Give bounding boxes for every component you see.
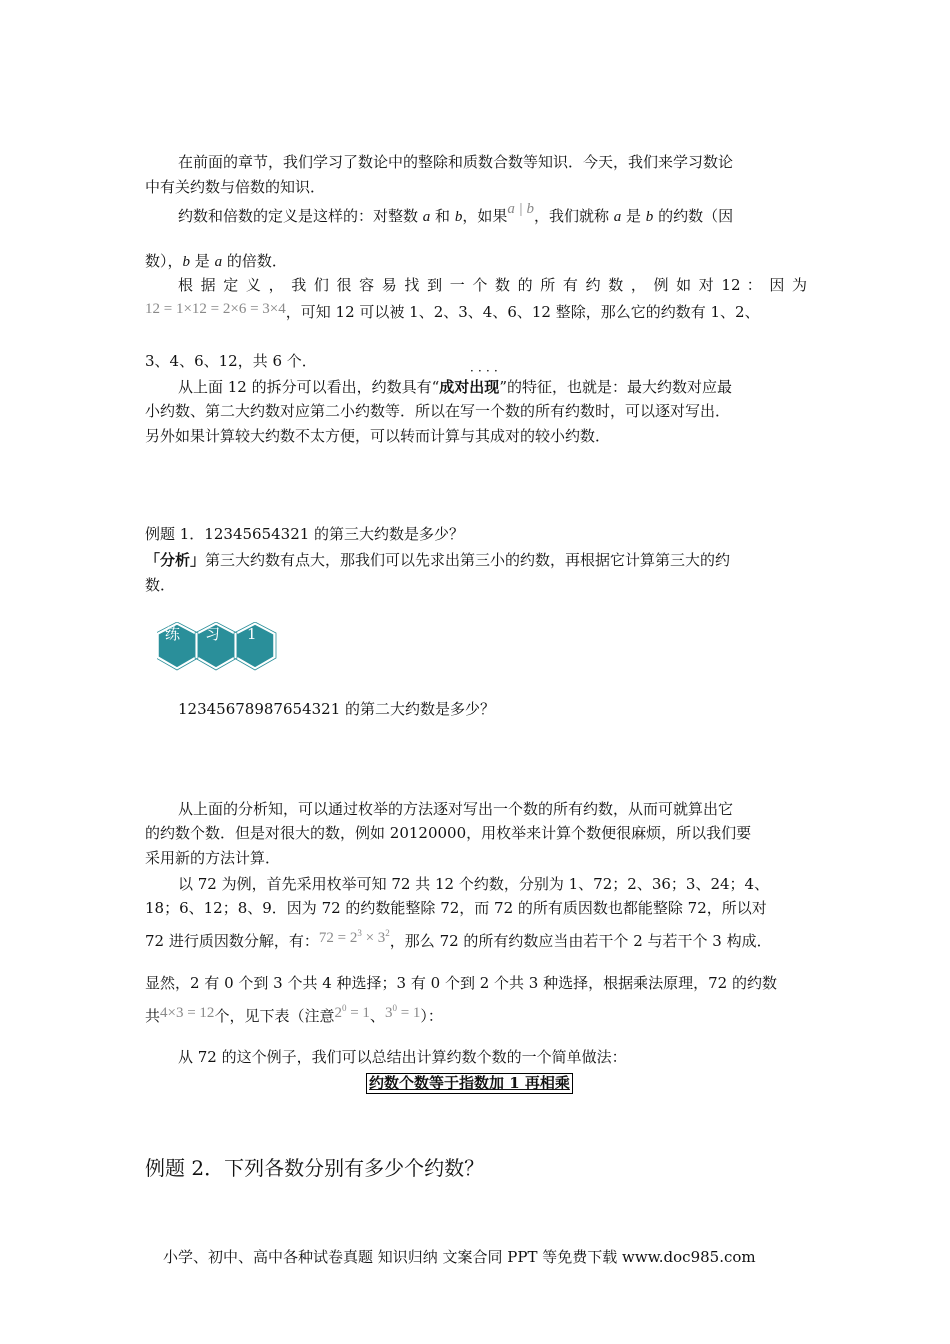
text: 个，见下表（注意	[214, 1007, 335, 1025]
text: ，如果	[462, 207, 508, 225]
paragraph-line: 根 据 定 义 ， 我 们 很 容 易 找 到 一 个 数 的 所 有 约 数 ， 例 如 对 12 ： 因 为	[178, 276, 807, 294]
analysis-line	[145, 550, 807, 570]
practice-badge	[157, 622, 281, 672]
var: b	[454, 209, 463, 225]
paragraph-line: 3、4、6、12，共 6 个．	[145, 352, 317, 370]
emphasis-dots: ．．．．	[470, 360, 509, 374]
text: 是	[190, 252, 215, 270]
text: ，我们就称	[533, 207, 614, 225]
math-formula: a | b	[507, 201, 534, 217]
badge-char: 1	[247, 625, 257, 643]
practice-question: 12345678987654321 的第二大约数是多少？	[178, 700, 496, 718]
analysis-line: 数．	[145, 576, 176, 594]
text: 、	[369, 1007, 385, 1025]
paragraph-line: 另外如果计算较大约数不太方便，可以转而计算与其成对的较小约数．	[145, 427, 611, 445]
paragraph-line: 中有关约数与倍数的知识．	[145, 178, 326, 196]
definition-line	[145, 251, 807, 272]
badge-char: 习	[205, 625, 221, 643]
example-title: 例题 2．下列各数分别有多少个约数？	[145, 1156, 485, 1180]
badge-char: 练	[165, 625, 181, 643]
bold-text: 成对出现	[439, 378, 500, 396]
definition-line	[178, 201, 807, 227]
var: a	[214, 254, 223, 270]
paragraph-line: 采用新的方法计算．	[145, 849, 281, 867]
text: 约数和倍数的定义是这样的：对整数	[178, 207, 423, 225]
text: ”的特征，也就是：最大约数对应最	[499, 378, 732, 396]
paragraph-line	[145, 1002, 807, 1027]
text: 的约数（因	[653, 207, 734, 225]
text: 是	[621, 207, 646, 225]
paragraph-line: 18；6、12；8、9．因为 72 的约数能整除 72，而 72 的所有质因数也都能整除 72，所以对	[145, 899, 767, 917]
footer: 小学、初中、高中各种试卷真题 知识归纳 文案合同 PPT 等免费下载 www.doc985.com	[163, 1248, 756, 1266]
var: a	[422, 209, 431, 225]
text: 从上面 12 的拆分可以看出，约数具有“	[178, 378, 440, 396]
text: 和	[430, 207, 455, 225]
exponent: 0	[392, 1003, 397, 1013]
text: 第三大约数有点大，那我们可以先求出第三小的约数，再根据它计算第三大的约	[205, 551, 731, 569]
text: 72 进行质因数分解，有：	[145, 932, 319, 950]
math-formula: = 1	[396, 1005, 421, 1021]
paragraph-line: 显然，2 有 0 个到 3 个共 4 种选择；3 有 0 个到 2 个共 3 种选择，根据乘法原理，72 的约数	[145, 974, 777, 992]
example-title: 例题 1．12345654321 的第三大约数是多少？	[145, 525, 465, 543]
math-formula: 2	[334, 1005, 342, 1021]
var: a	[613, 209, 622, 225]
math-formula: × 3	[361, 930, 386, 946]
paragraph-line: 小约数、第二大约数对应第二小约数等．所以在写一个数的所有约数时，可以逐对写出．	[145, 402, 731, 420]
text: 数），	[145, 252, 183, 270]
exponent: 3	[357, 928, 362, 938]
var: b	[645, 209, 654, 225]
paragraph-line	[145, 302, 807, 323]
paragraph-line: 以 72 为例，首先采用枚举可知 72 共 12 个约数，分别为 1、72；2、36；3、24；4、	[178, 875, 770, 893]
text: 的倍数．	[222, 252, 287, 270]
paragraph-line: 从上面的分析知，可以通过枚举的方法逐对写出一个数的所有约数，从而可就算出它	[178, 800, 734, 818]
paragraph-line	[178, 377, 807, 397]
text: ，可知 12 可以被 1、2、3、4、6、12 整除，那么它的约数有 1、2、	[285, 303, 760, 321]
math-formula: 4×3 = 12	[160, 1005, 215, 1021]
paragraph-line: 从 72 的这个例子，我们可以总结出计算约数个数的一个简单做法：	[178, 1048, 627, 1066]
text: ，那么 72 的所有约数应当由若干个 2 与若干个 3 构成．	[389, 932, 772, 950]
text: ）：	[420, 1007, 443, 1025]
math-formula: 72 = 2	[318, 930, 358, 946]
exponent: 0	[341, 1003, 347, 1013]
math-formula: 12 = 1×12 = 2×6 = 3×4	[145, 301, 286, 317]
math-formula: = 1	[346, 1005, 370, 1021]
paragraph-line: 在前面的章节，我们学习了数论中的整除和质数合数等知识．今天，我们来学习数论	[178, 153, 734, 171]
math-formula: 3	[384, 1005, 393, 1021]
analysis-tag: 「分析」	[145, 551, 206, 569]
exponent: 2	[385, 928, 390, 938]
text: 共	[145, 1007, 161, 1025]
paragraph-line	[145, 927, 807, 952]
var: b	[182, 254, 191, 270]
rule-box: 约数个数等于指数加 1 再相乘	[366, 1073, 573, 1094]
paragraph-line: 的约数个数．但是对很大的数，例如 20120000，用枚举来计算个数便很麻烦，所以我们要	[145, 824, 752, 842]
